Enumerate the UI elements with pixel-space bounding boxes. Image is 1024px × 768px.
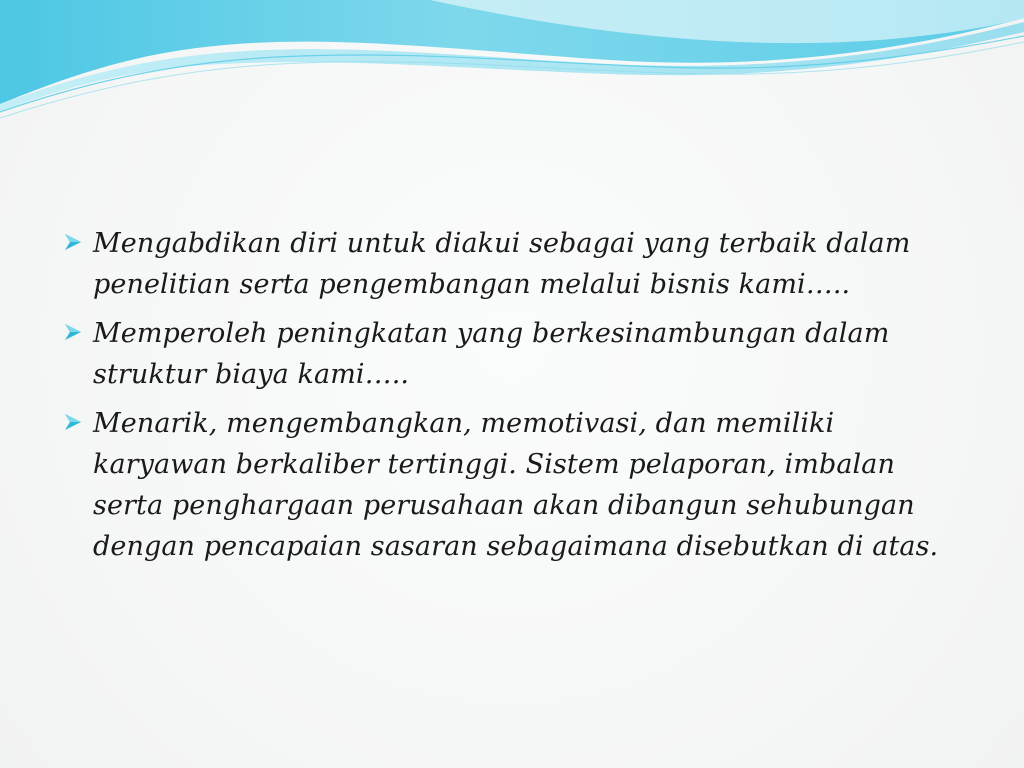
bullet-text: Memperoleh peningkatan yang berkesinambungan dalam struktur biaya kami….. [93, 318, 890, 390]
bullet-text: Mengabdikan diri untuk diakui sebagai yang terbaik dalam penelitian serta pengembangan melalui bisnis kami….. [93, 228, 911, 300]
list-item [62, 403, 962, 567]
header-wave-decoration [0, 0, 1024, 130]
arrow-right-icon [62, 231, 84, 253]
list-item [62, 313, 962, 395]
slide-body [62, 223, 962, 575]
arrow-right-icon [62, 321, 84, 343]
list-item [62, 223, 962, 305]
bullet-text: Menarik, mengembangkan, memotivasi, dan memiliki karyawan berkaliber tertinggi. Sistem pelaporan, imbalan serta penghargaan perusahaan akan dibangun sehubungan dengan pencapaian sasaran sebagaimana disebutkan di atas. [93, 408, 939, 562]
bullet-list [62, 223, 962, 567]
arrow-right-icon [62, 411, 84, 433]
